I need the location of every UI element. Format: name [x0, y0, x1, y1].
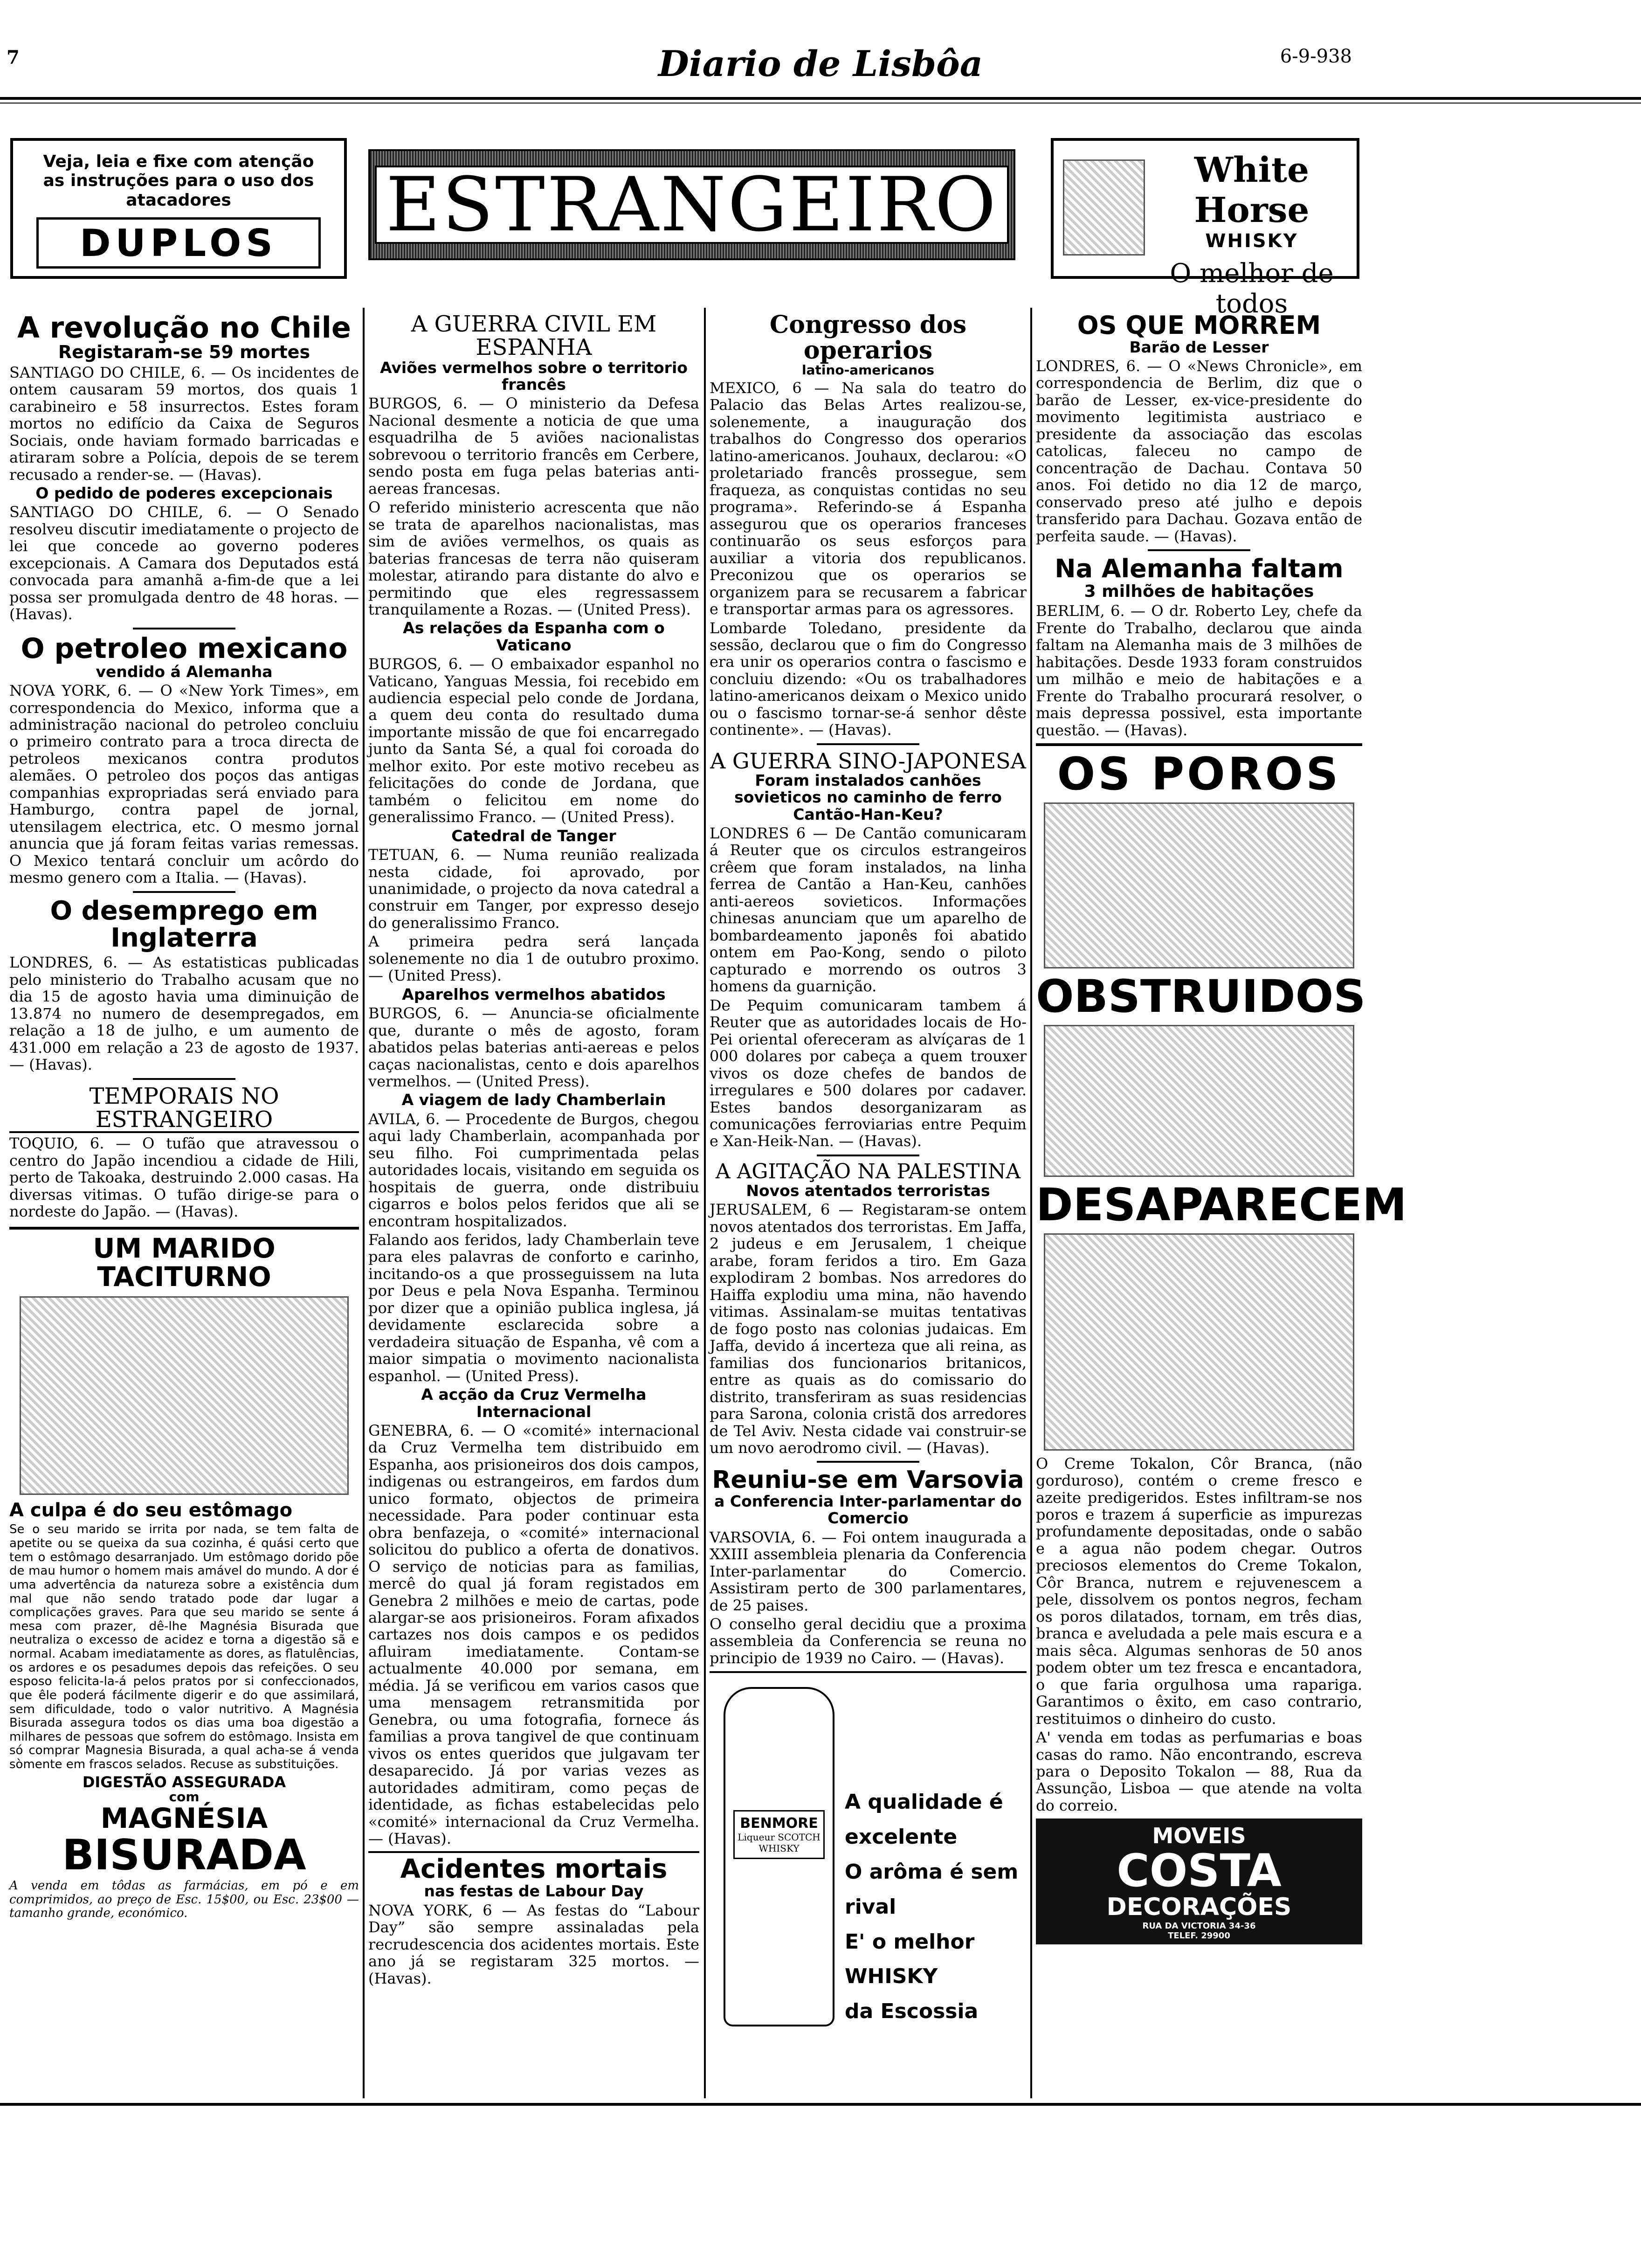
white-horse-brand: White Horse [1194, 150, 1310, 230]
costa-ad-line: MOVEIS [1152, 1823, 1246, 1849]
tokalon-ad [1036, 743, 1407, 1814]
face-illustration [1044, 1025, 1354, 1177]
guerra-text: AVILA, 6. — Procedente de Burgos, chegou aqui lady Chamberlain, acompanhada por seu filho. Foi cumprimentada pelas autoridades locais, visitando em seguida os hospitais de guerra, onde distribuiu cigarros e bolos pelos feridos que ali se encontram hospitalizados. [368, 1110, 699, 1230]
benmore-slogan: O arôma é sem rival [845, 1860, 1019, 1919]
guerra-text: BURGOS, 6. — O ministerio da Defesa Nacional desmente a noticia de que uma esquadrilha de 5 aviões nacionalistas sobrevoou o territorio francês em Cerbere, sendo posta em fuga pelas baterias anti-aereas francesas. [368, 394, 699, 498]
guerra-text: GENEBRA, 6. — O «comité» internacional da Cruz Vermelha tem distribuido em Espanha, aos prisioneiros dos dois campos, indigenas ou estrangeiros, em fardos dum unico formato, objectos de primeira necessidade. Para poder continuar esta obra benfazeja, o «comité» internacional solicitou do publico a oferta de donativos. O serviço de noticias para as familias, mercê do qual já foram registados em Genebra 2 milhões e meio de cartas, pode alargar-se aos prisioneiros. Foram afixados cartazes nos dois campos e os pedidos afluiram imediatamente. Contam-se actualmente 40.000 por semana, em média. Já se verificou em varios casos que uma mensagem retransmitida por Genebra, ou uma fotografia, fornece ás familias a prova tangivel de que continuam vivos os entes queridos que julgavam ter desaparecido. Já por varias vezes as autoridades admitiram, como peças de identidade, as fichas estabelecidas pelo «comité» internacional da Cruz Vermelha. — (Havas). [368, 1421, 699, 1848]
column-3 [710, 312, 1027, 2037]
palestina-text: JERUSALEM, 6 — Registaram-se ontem novos atentados dos terroristas. Em Jaffa, 2 judeus e em Jerusalem, 1 cheique arabe, foram feridos a tiro. Em Gaza explodiram 2 bombas. Nos arredores do Haiffa explodiu uma mina, não havendo vitimas. Assinalam-se muitas tentativas de fogo posto nas colonias judaicas. Em Jaffa, devido á incerteza que ali reina, as familias dos funcionarios britanicos, entre as quais as do comissario do distrito, transferiram as suas residencias para Sarona, colonia cristã dos arredores de Tel Aviv. Nesta cidade vai construir-se um novo aerodromo civil. — (Havas). [710, 1201, 1027, 1457]
bottle-label-brand: BENMORE [740, 1815, 818, 1832]
white-horse-slogan: O melhor de todos [1170, 258, 1334, 319]
varsovia-text: VARSOVIA, 6. — Foi ontem inaugurada a XXIII assembleia plenaria da Conferencia Inter-parlamentar do Comercio. Assistiram perto de 300 parlamentares, de 25 paises. [710, 1528, 1027, 1614]
costa-ad-line: COSTA [1117, 1845, 1282, 1897]
acidentes-subhead: nas festas de Labour Day [424, 1882, 644, 1901]
guerra-text: BURGOS, 6. — Anuncia-se oficialmente que, durante o mês de agosto, foram abatidos pelas baterias anti-aereas e pelos caças nacionalistas, cento e dois aparelhos vermelhos. — (United Press). [368, 1004, 699, 1090]
petroleo-text: NOVA YORK, 6. — O «New York Times», em correspondencia do Mexico, informa que a administração nacional do petroleo concluiu o primeiro contrato para a troca directa de petroleos mexicanos contra produtos alemães. O petroleo dos poços das antigas companhias expropriadas será enviado para Hamburgo, contra papel de jornal, utensilagem electrica, etc. O mesmo jornal anuncia que já foram feitas varias remessas. O Mexico tentará concluir um acôrdo do mesmo genero com a Italia. — (Havas). [9, 682, 359, 887]
face-illustration [1044, 802, 1354, 968]
costa-ad [1036, 1819, 1362, 1944]
column-divider [704, 308, 706, 2098]
guerra-text: A primeira pedra será lançada solenemente no dia 1 de outubro proximo. — (United Press). [368, 933, 699, 985]
benmore-slogan: E' o melhor WHISKY [845, 1929, 975, 1989]
congresso-subhead: latino-americanos [801, 362, 935, 378]
column-4 [1036, 311, 1407, 1944]
benmore-slogan: da Escossia [845, 1999, 979, 2024]
guerra-subhead: A acção da Cruz Vermelha Internacional [421, 1385, 647, 1421]
sino-subhead: Foram instalados canhões sovieticos no caminho de ferro Cantão-Han-Keu? [734, 771, 1002, 823]
bisurada-text: Se o seu marido se irrita por nada, se tem falta de apetite ou se queixa da sua cozinha, é quási certo que tem o estômago desarranjado. Um estômago dorido põe de mau humor o homem mais amável do mundo. A dor é uma advertência da natureza sobre a existência dum mal que não sendo tratado pode dar lugar a complicações graves. Para que seu marido se sente á mesa com prazer, dê-lhe Magnésia Bisurada que neutraliza o excesso de acidez e torna a digestão sã e normal. Acabam imediatamente as dores, as flatulências, os ardores e os pesadumes depois das refeições. O seu esposo felicita-la-á pelos pratos por si confeccionados, que êle poderá fácilmente digerir e do que assimilará, sem dificuldade, todo o valor nutritivo. A Magnésia Bisurada assegura todos os dias uma boa digestão a milhares de pessoas que sofrem do estômago. Insista em só comprar Magnesia Bisurada, a qual acha-se á venda sòmente em frascos selados. Recuse as substituições. [9, 1522, 359, 1772]
sino-text: LONDRES 6 — De Cantão comunicaram á Reuter que os circulos estrangeiros crêem que foram instalados, na linha ferrea de Cantão a Han-Keu, canhões anti-aereos sovieticos. Informações chinesas anunciam que um aparelho de bombardeamento japonês foi abatido ontem em Pao-Kong, sendo o piloto capturado e morrendo os outros 3 homens da guarnição. [710, 824, 1027, 996]
masthead: Diario de Lisbôa [658, 43, 983, 84]
divider [133, 1078, 235, 1080]
guerra-subhead: As relações da Espanha com o Vaticano [403, 619, 665, 654]
divider [133, 628, 235, 629]
column-2 [368, 312, 699, 1989]
bisurada-brand-line: MAGNÉSIA [100, 1802, 268, 1835]
congresso-headline: Congresso dos operarios [769, 311, 967, 365]
alemanha-subhead: 3 milhões de habitações [1084, 581, 1314, 601]
duplos-ad [10, 138, 347, 279]
duplos-brand: DUPLOS [80, 221, 277, 265]
guerra-subhead: A viagem de lady Chamberlain [401, 1091, 666, 1109]
costa-ad-line: RUA DA VICTORIA 34-36 [1142, 1921, 1256, 1931]
column-divider [363, 308, 365, 2098]
acidentes-headline: Acidentes mortais [400, 1853, 668, 1884]
guerra-subhead: Aparelhos vermelhos abatidos [402, 985, 666, 1003]
divider [817, 1461, 919, 1463]
tokalon-text: O Creme Tokalon, Côr Branca, (não gorduroso), contém o creme fresco e azeite predigeridos. Estes infiltram-se nos poros e trazem á superficie as impurezas profundamente depositadas, onde o sabão e a agua não podem chegar. Outros preciosos elementos do Creme Tokalon, Côr Branca, nutrem e rejuvenescem a pele, dissolvem os pontos negros, fecham os poros dilatados, tornam, em três dias, branca e aveludada a pele mais escura e a mais sêca. Algumas senhoras de 50 anos podem obter um tez fresca e encantadora, o que faria orgulhosa uma rapariga. Garantimos o êxito, em caso contrario, restituimos o dinheiro do custo. [1036, 1454, 1362, 1728]
petroleo-headline: O petroleo mexicano [21, 632, 348, 665]
morrem-headline: OS QUE MORREM [1077, 311, 1321, 340]
bisurada-subhead: A culpa é do seu estômago [9, 1500, 293, 1521]
benmore-slogan: A qualidade é excelente [845, 1790, 1003, 1849]
congresso-text: Lombarde Toledano, presidente da sessão, declarou que o fim do Congresso era unir os operarios contra o fascismo e concluiu dizendo: «Ou os trabalhadores latino-americanos deixam o Mexico unido ou o fascismo tornar-se-á senhor dêste continente». — (Havas). [710, 619, 1027, 739]
divider [1148, 549, 1250, 551]
congresso-text: MEXICO, 6 — Na sala do teatro do Palacio das Belas Artes realizou-se, solenemente, a inauguração dos trabalhos do Congresso dos operarios latino-americanos. Jouhaux, declarou: «O proletariado francês prossegue, sem fraqueza, as conquistas contidas no seu programa». Referindo-se á Espanha assegurou que os operarios franceses continuarão os seus esforços para auxiliar a vitoria dos republicanos. Preconizou que os operarios se organizem para se recusarem a fabricar e transportar armas para os agressores. [710, 379, 1027, 618]
tokalon-headline: DESAPARECEM [1036, 1178, 1407, 1231]
white-horse-ad [1051, 138, 1359, 319]
guerra-text: Falando aos feridos, lady Chamberlain teve para eles palavras de conforto e carinho, incitando-os a que prosseguissem na luta por Deus e pela Nova Espanha. Terminou por dizer que a opinião publica inglesa, já devidamente esclarecida sobre a verdadeira situação de Espanha, vê com a maior simpatia o movimento nacionalista espanhol. — (United Press). [368, 1231, 699, 1385]
white-horse-product: WHISKY [1205, 230, 1298, 252]
tokalon-headline: OBSTRUIDOS [1036, 970, 1366, 1023]
section-banner [368, 149, 1015, 260]
guerra-subhead: Catedral de Tanger [451, 826, 616, 845]
tokalon-headline: OS POROS [1057, 748, 1341, 801]
face-illustration [1044, 1233, 1354, 1451]
guerra-text: BURGOS, 6. — O embaixador espanhol no Vaticano, Yanguas Messia, foi recebido em audiencia especial pelo conde de Jordana, a quem deu conta do resultado duma importante missão de que foi encarregado junto da Santa Sé, a qual foi coroada do melhor exito. Por este motivo recebeu as felicitações do conde de Jordana, que também o felicitou em nome do generalissimo Franco. — (United Press). [368, 655, 699, 826]
bottle-label-text: Liqueur SCOTCH WHISKY [738, 1832, 820, 1854]
bisurada-ad [9, 1227, 359, 1921]
bisurada-headline: UM MARIDO TACITURNO [93, 1232, 276, 1293]
duplos-ad-line: Veja, leia e fixe com atenção [43, 152, 314, 171]
section-title: ESTRANGEIRO [386, 161, 998, 248]
morrem-text: LONDRES, 6. — O «News Chronicle», em correspondencia de Berlim, diz que o barão de Lesser, ex-vice-presidente do movimento legitimista austriaco e presidente da associação das escolas catolicas, faleceu no campo de concentração de Dachau. Contava 50 anos. Foi detido no dia 12 de março, conservado preso até julho e depois transferido para Dachau. Gozava então de perfeita saude. — (Havas). [1036, 357, 1362, 545]
guerra-text: O referido ministerio acrescenta que não se trata de aparelhos nacionalistas, mas sim de aviões vermelhos, os quais as baterias francesas de terra não quiseram molestar, atirando para distante do alvo e permitindo que eles regressassem tranquilamente a Rozas. — (United Press). [368, 498, 699, 618]
divider [133, 891, 235, 893]
column-divider [1030, 308, 1032, 2098]
guerra-headline: A GUERRA CIVIL EM ESPANHA [411, 311, 657, 361]
alemanha-text: BERLIM, 6. — O dr. Roberto Ley, chefe da Frente do Trabalho, declarou que ainda faltam na Alemanha mais de 3 milhões de habitações. Desde 1933 foram construidos um milhão e meio de habitações e a Frente do Trabalho procurará resolver, o mais depressa possivel, esta importante questão. — (Havas). [1036, 602, 1362, 739]
bisurada-brand-line: DIGESTÃO ASSEGURADA [82, 1773, 286, 1791]
temporais-text: TOQUIO, 6. — O tufão que atravessou o centro do Japão incendiou a cidade de Hili, perto de Takoaka, destruindo 2.000 casas. Ha diversas vitimas. O tufão dirige-se para o nordeste do Japão. — (Havas). [9, 1134, 359, 1221]
bisurada-brand-line: com [169, 1789, 200, 1805]
sino-text: De Pequim comunicaram tambem á Reuter que as autoridades locais de Ho-Pei oriental ofereceram as alvíçaras de 1 000 dolares por cabeça a quem trouxer vivos os doze chefes de bandos de irregulares e 500 dolares por cadaver. Estes bandos desorganizaram as comunicações ferroviarias entre Pequim e Xan-Heik-Nan. — (Havas). [710, 996, 1027, 1150]
divider [817, 1155, 919, 1156]
horse-label-image [1063, 159, 1145, 256]
footer-rule [0, 2103, 1641, 2106]
issue-date: 6-9-938 [1280, 46, 1352, 67]
costa-ad-line: TELEF. 29900 [1168, 1931, 1230, 1941]
page-number: 7 [7, 47, 20, 69]
guerra-text: TETUAN, 6. — Numa reunião realizada nesta cidade, foi aprovado, por unanimidade, o projecto da nova catedral a construir em Tanger, por expresso desejo do generalissimo Franco. [368, 846, 699, 932]
sino-headline: A GUERRA SINO-JAPONESA [710, 748, 1026, 774]
duplos-ad-line: atacadores [126, 190, 231, 210]
bisurada-footnote: A venda em tôdas as farmácias, em pó e em comprimidos, ao preço de Esc. 15$00, ou Esc. 23$00 — tamanho grande, económico. [9, 1879, 359, 1921]
guerra-subhead: Aviões vermelhos sobre o territorio francês [380, 358, 688, 394]
petroleo-subhead: vendido á Alemanha [96, 662, 273, 681]
benmore-ad [710, 1671, 1027, 2037]
alemanha-headline: Na Alemanha faltam [1055, 554, 1344, 584]
varsovia-text: O conselho geral decidiu que a proxima assembleia da Conferencia se reuna no principio de 1939 no Cairo. — (Havas). [710, 1615, 1027, 1667]
desemprego-text: LONDRES, 6. — As estatisticas publicadas pelo ministerio do Trabalho acusam que no dia 15 de agosto havia uma diminuição de 13.874 no numero de desempregados, em relação a 18 de julho, e um aumento de 431.000 em relação a 23 de agosto de 1937. — (Havas). [9, 954, 359, 1074]
varsovia-subhead: a Conferencia Inter-parlamentar do Comercio [714, 1492, 1022, 1528]
chile-subhead: Registaram-se 59 mortes [58, 342, 310, 363]
duplos-ad-line: as instruções para o uso dos [43, 171, 314, 191]
chile-text-2: SANTIAGO DO CHILE, 6. — O Senado resolveu discutir imediatamente o projecto de lei que concede ao governo poderes excepcionais. A Camara dos Deputados está convocada para amanhã a-fim-de que a lei possa ser promulgada dentro de 48 horas. — (Havas). [9, 503, 359, 623]
tokalon-text: A' venda em todas as perfumarias e boas casas do ramo. Não encontrando, escreva para o Deposito Tokalon — 88, Rua da Assunção, Lisboa — que atende na volta do correio. [1036, 1729, 1362, 1814]
chile-subhead-2: O pedido de poderes excepcionais [35, 484, 333, 503]
couple-illustration [20, 1296, 349, 1495]
acidentes-text: NOVA YORK, 6 — As festas do “Labour Day” são sempre assinaladas pela recrudescencia dos acidentes mortais. Este ano já se registaram 325 mortos. — (Havas). [368, 1901, 699, 1987]
header-rule-thin [0, 103, 1641, 104]
desemprego-headline: O desemprego em Inglaterra [50, 895, 318, 954]
chile-headline: A revolução no Chile [17, 311, 351, 345]
bisurada-brand-line: BISURADA [62, 1830, 306, 1880]
whisky-bottle-illustration [724, 1687, 834, 2026]
palestina-headline: A AGITAÇÃO NA PALESTINA [715, 1159, 1021, 1183]
costa-ad-line: DECORAÇÕES [1106, 1893, 1292, 1922]
palestina-subhead: Novos atentados terroristas [746, 1182, 990, 1200]
varsovia-headline: Reuniu-se em Varsovia [712, 1466, 1024, 1494]
column-1 [9, 312, 359, 1922]
header-rule [0, 97, 1641, 100]
divider [817, 743, 919, 745]
temporais-headline: TEMPORAIS NO ESTRANGEIRO [9, 1085, 359, 1134]
morrem-subhead: Barão de Lesser [1129, 338, 1269, 356]
chile-text: SANTIAGO DO CHILE, 6. — Os incidentes de ontem causaram 59 mortos, dos quais 1 carabineiro e 58 insurrectos. Estes foram mortos no edifício da Caixa de Seguros Sociais, onde haviam formado barricadas e atiraram sobre a Polícia, depois de se terem recusado a render-se. — (Havas). [9, 363, 359, 484]
